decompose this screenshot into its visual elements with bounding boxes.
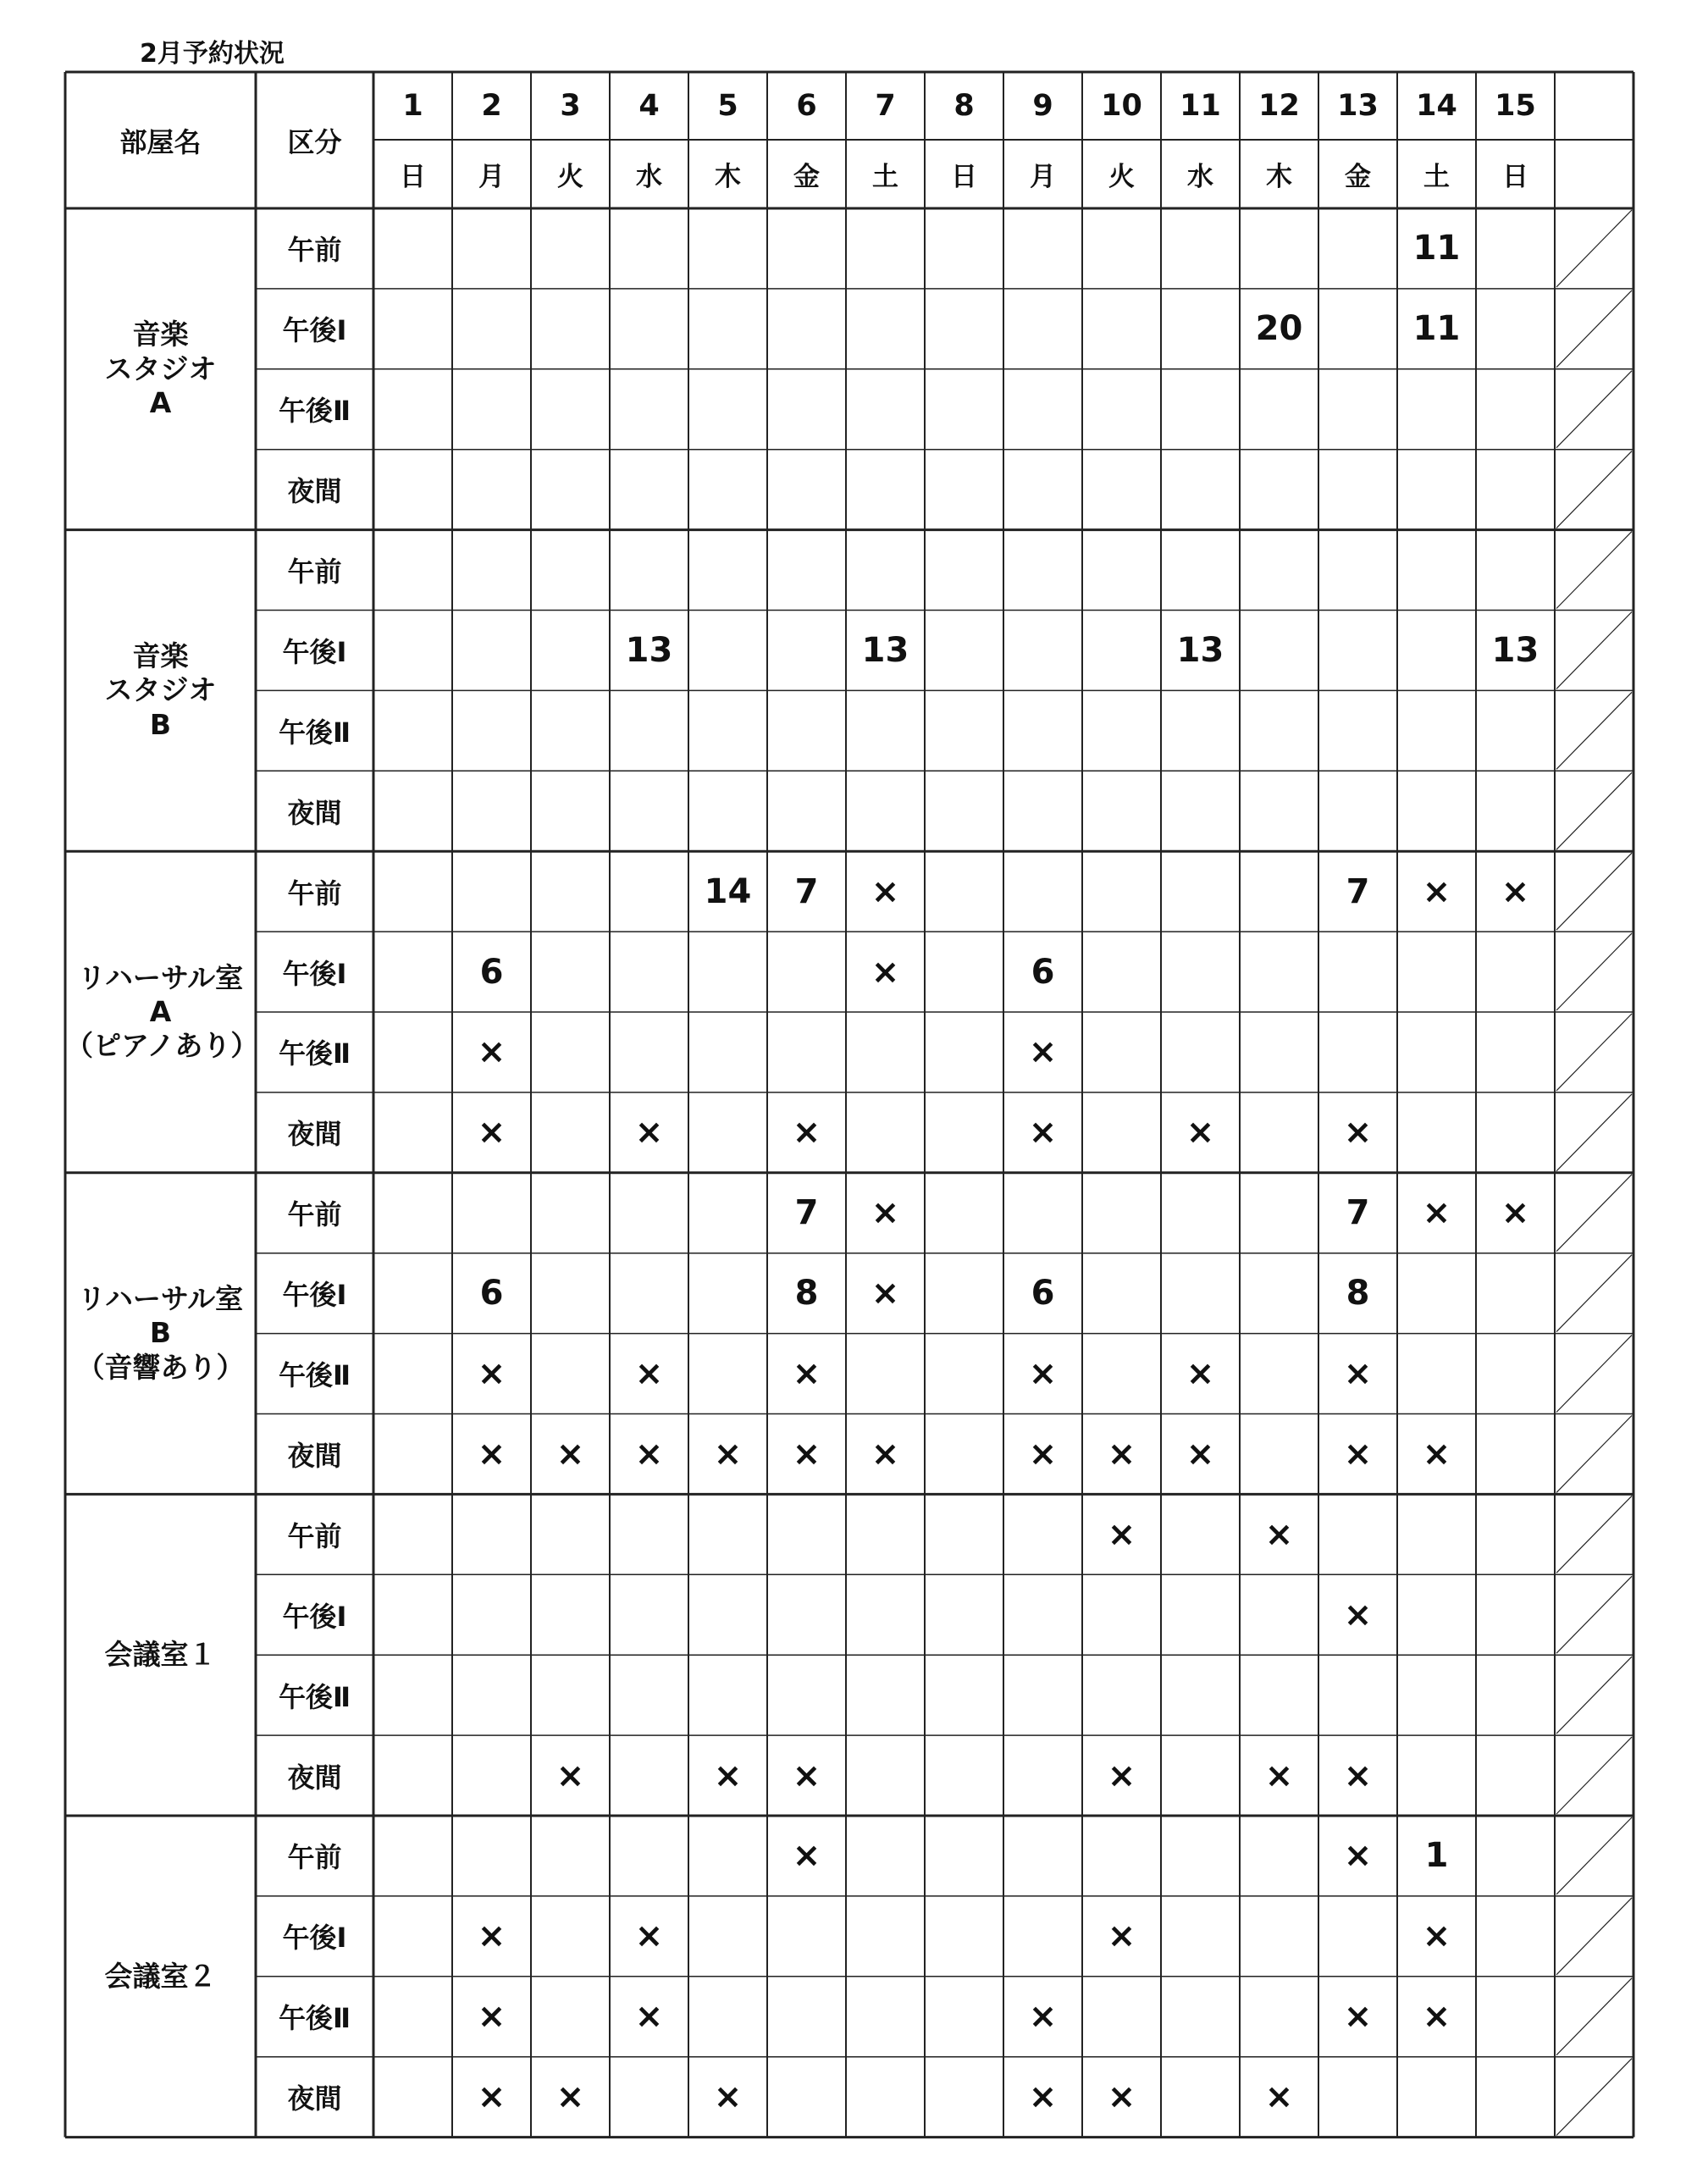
blank-cell-slash <box>1556 772 1632 849</box>
weekday-label: 水 <box>1187 162 1213 192</box>
weekday-label: 土 <box>872 162 898 192</box>
reservation-mark: × <box>1422 871 1451 911</box>
weekday-label: 木 <box>715 162 741 192</box>
day-number: 6 <box>796 89 817 123</box>
time-slot-label: 夜間 <box>287 1118 342 1151</box>
time-slot-label: 午前 <box>287 877 342 910</box>
reservation-mark: 13 <box>861 630 909 670</box>
day-number: 13 <box>1337 89 1379 123</box>
blank-cell-slash <box>1556 1898 1632 1975</box>
day-number: 7 <box>875 89 896 123</box>
blank-cell-slash <box>1556 210 1632 287</box>
reservation-mark: × <box>1186 1434 1215 1474</box>
reservation-mark: × <box>1343 1113 1373 1153</box>
time-slot-label: 午前 <box>287 1198 342 1231</box>
reservation-mark: × <box>634 1997 664 2037</box>
reservation-mark: × <box>1107 1514 1136 1554</box>
blank-cell-slash <box>1556 371 1632 448</box>
blank-cell-slash <box>1556 853 1632 930</box>
time-slot-label: 午前 <box>287 234 342 267</box>
time-slot-label: 午後Ⅰ <box>282 314 347 347</box>
time-slot-label: 夜間 <box>287 1439 342 1472</box>
reservation-mark: × <box>477 1997 506 2037</box>
reservation-mark: × <box>556 1434 585 1474</box>
reservation-mark: × <box>1422 1434 1451 1474</box>
weekday-label: 月 <box>1030 162 1056 192</box>
reservation-mark: × <box>477 1113 506 1153</box>
blank-cell-slash <box>1556 290 1632 368</box>
reservation-mark: × <box>1501 871 1530 911</box>
reservation-mark: × <box>477 1434 506 1474</box>
time-slot-label: 午前 <box>287 1519 342 1552</box>
day-number: 11 <box>1180 89 1221 123</box>
reservation-mark: 8 <box>794 1274 819 1314</box>
blank-cell-slash <box>1556 1175 1632 1252</box>
blank-cell-slash <box>1556 1255 1632 1332</box>
day-number: 3 <box>560 89 581 123</box>
time-slot-label: 午前 <box>287 1841 342 1874</box>
reservation-mark: × <box>1028 1997 1058 2037</box>
reservation-mark: × <box>634 1113 664 1153</box>
reservation-mark: × <box>1343 1354 1373 1394</box>
reservation-mark: × <box>556 1756 585 1795</box>
blank-cell-slash <box>1556 1656 1632 1734</box>
reservation-mark: × <box>1422 1916 1451 1956</box>
reservation-mark: × <box>634 1354 664 1394</box>
page-title: 2月予約状況 <box>140 39 285 69</box>
reservation-mark: × <box>871 1434 900 1474</box>
day-number: 5 <box>717 89 738 123</box>
weekday-label: 土 <box>1423 162 1450 192</box>
reservation-mark: 7 <box>1346 871 1370 911</box>
reservation-mark: 13 <box>1491 630 1539 670</box>
weekday-label: 金 <box>793 162 820 192</box>
blank-cell-slash <box>1556 532 1632 609</box>
room-name: 会議室１ <box>104 1638 217 1672</box>
blank-cell-slash <box>1556 1978 1632 2055</box>
weekday-label: 日 <box>1502 162 1528 192</box>
reservation-mark: 13 <box>1176 630 1224 670</box>
time-slot-label: 午後Ⅱ <box>278 2002 351 2035</box>
reservation-mark: 11 <box>1412 229 1461 268</box>
reservation-mark: × <box>1264 2077 1294 2117</box>
day-number: 4 <box>638 89 660 123</box>
day-number: 2 <box>481 89 502 123</box>
day-number: 10 <box>1101 89 1142 123</box>
reservation-mark: × <box>1186 1113 1215 1153</box>
time-slot-label: 午前 <box>287 556 342 589</box>
day-number: 14 <box>1416 89 1457 123</box>
reservation-mark: 20 <box>1255 309 1303 349</box>
time-slot-label: 午後Ⅰ <box>282 635 347 668</box>
reservation-mark: × <box>792 1113 821 1153</box>
reservation-mark: × <box>1028 1032 1058 1072</box>
time-slot-label: 午後Ⅰ <box>282 1279 347 1312</box>
room-name: リハーサル室 A （ピアノあり） <box>65 960 259 1063</box>
reservation-mark: 6 <box>479 952 504 992</box>
day-number: 1 <box>402 89 423 123</box>
time-slot-label: 午後Ⅰ <box>282 1600 347 1633</box>
blank-cell-slash <box>1556 1014 1632 1091</box>
reservation-mark: × <box>634 1916 664 1956</box>
reservation-mark: × <box>1501 1193 1530 1233</box>
reservation-mark: × <box>871 1193 900 1233</box>
reservation-mark: 7 <box>794 871 819 911</box>
reservation-mark: × <box>792 1756 821 1795</box>
blank-cell-slash <box>1556 2059 1632 2136</box>
weekday-label: 金 <box>1345 162 1371 192</box>
reservation-mark: × <box>1264 1756 1294 1795</box>
day-number: 15 <box>1495 89 1536 123</box>
weekday-label: 火 <box>557 162 583 192</box>
reservation-mark: 7 <box>1346 1193 1370 1233</box>
day-number: 12 <box>1258 89 1300 123</box>
day-number: 9 <box>1032 89 1053 123</box>
reservation-mark: × <box>1264 1514 1294 1554</box>
time-slot-label: 午後Ⅱ <box>278 1037 351 1070</box>
reservation-mark: 13 <box>625 630 673 670</box>
weekday-label: 水 <box>636 162 662 192</box>
reservation-mark: × <box>871 1274 900 1314</box>
reservation-mark: 14 <box>704 871 752 911</box>
time-slot-label: 夜間 <box>287 2082 342 2115</box>
room-name: 音楽 スタジオ A <box>104 318 217 419</box>
blank-cell-slash <box>1556 933 1632 1010</box>
reservation-mark: × <box>713 1434 743 1474</box>
time-slot-label: 午後Ⅱ <box>278 1359 351 1392</box>
reservation-mark: × <box>1107 1756 1136 1795</box>
reservation-mark: × <box>1028 2077 1058 2117</box>
blank-cell-slash <box>1556 612 1632 689</box>
weekday-label: 月 <box>478 162 505 192</box>
reservation-mark: × <box>1107 1916 1136 1956</box>
reservation-mark: 8 <box>1346 1274 1370 1314</box>
blank-cell-slash <box>1556 1737 1632 1814</box>
reservation-mark: × <box>871 952 900 992</box>
weekday-label: 木 <box>1266 162 1292 192</box>
time-slot-label: 午後Ⅰ <box>282 1922 347 1955</box>
slot-header: 区分 <box>287 125 342 158</box>
time-slot-label: 午後Ⅱ <box>278 1680 351 1713</box>
reservation-mark: 7 <box>794 1193 819 1233</box>
reservation-mark: × <box>792 1836 821 1876</box>
reservation-mark: × <box>1028 1354 1058 1394</box>
reservation-mark: × <box>1028 1113 1058 1153</box>
room-name: 音楽 スタジオ B <box>104 639 217 741</box>
reservation-mark: 11 <box>1412 309 1461 349</box>
reservation-mark: × <box>1343 1997 1373 2037</box>
room-name: リハーサル室 B （音響あり） <box>76 1282 245 1384</box>
reservation-mark: × <box>634 1434 664 1474</box>
reservation-mark: × <box>1422 1997 1451 2037</box>
blank-cell-slash <box>1556 1094 1632 1171</box>
reservation-mark: × <box>1422 1193 1451 1233</box>
reservation-mark: 6 <box>479 1274 504 1314</box>
reservation-mark: × <box>556 2077 585 2117</box>
blank-cell-slash <box>1556 451 1632 528</box>
reservation-mark: × <box>713 1756 743 1795</box>
blank-cell-slash <box>1556 1496 1632 1573</box>
reservation-mark: 6 <box>1031 1274 1055 1314</box>
reservation-mark: × <box>792 1434 821 1474</box>
reservation-mark: × <box>1343 1836 1373 1876</box>
room-header: 部屋名 <box>119 125 202 158</box>
reservation-mark: × <box>1107 1434 1136 1474</box>
time-slot-label: 夜間 <box>287 1761 342 1794</box>
blank-cell-slash <box>1556 1576 1632 1653</box>
reservation-mark: 6 <box>1031 952 1055 992</box>
time-slot-label: 午後Ⅱ <box>278 716 351 749</box>
blank-cell-slash <box>1556 692 1632 769</box>
blank-cell-slash <box>1556 1817 1632 1894</box>
blank-cell-slash <box>1556 1416 1632 1493</box>
reservation-mark: × <box>1343 1756 1373 1795</box>
reservation-mark: × <box>477 1032 506 1072</box>
time-slot-label: 夜間 <box>287 475 342 508</box>
blank-cell-slash <box>1556 1336 1632 1413</box>
reservation-mark: × <box>713 2077 743 2117</box>
reservation-mark: × <box>1343 1434 1373 1474</box>
weekday-label: 日 <box>951 162 977 192</box>
reservation-mark: × <box>1107 2077 1136 2117</box>
reservation-mark: × <box>792 1354 821 1394</box>
reservation-mark: 1 <box>1424 1836 1449 1876</box>
weekday-label: 火 <box>1108 162 1135 192</box>
reservation-mark: × <box>477 1916 506 1956</box>
time-slot-label: 午後Ⅰ <box>282 957 347 990</box>
reservation-mark: × <box>477 2077 506 2117</box>
time-slot-label: 夜間 <box>287 796 342 829</box>
reservation-mark: × <box>477 1354 506 1394</box>
reservation-mark: × <box>871 871 900 911</box>
reservation-mark: × <box>1343 1595 1373 1634</box>
day-number: 8 <box>953 89 975 123</box>
reservation-mark: × <box>1028 1434 1058 1474</box>
reservation-mark: × <box>1186 1354 1215 1394</box>
room-name: 会議室２ <box>104 1959 217 1993</box>
weekday-label: 日 <box>400 162 426 192</box>
time-slot-label: 午後Ⅱ <box>278 395 351 428</box>
